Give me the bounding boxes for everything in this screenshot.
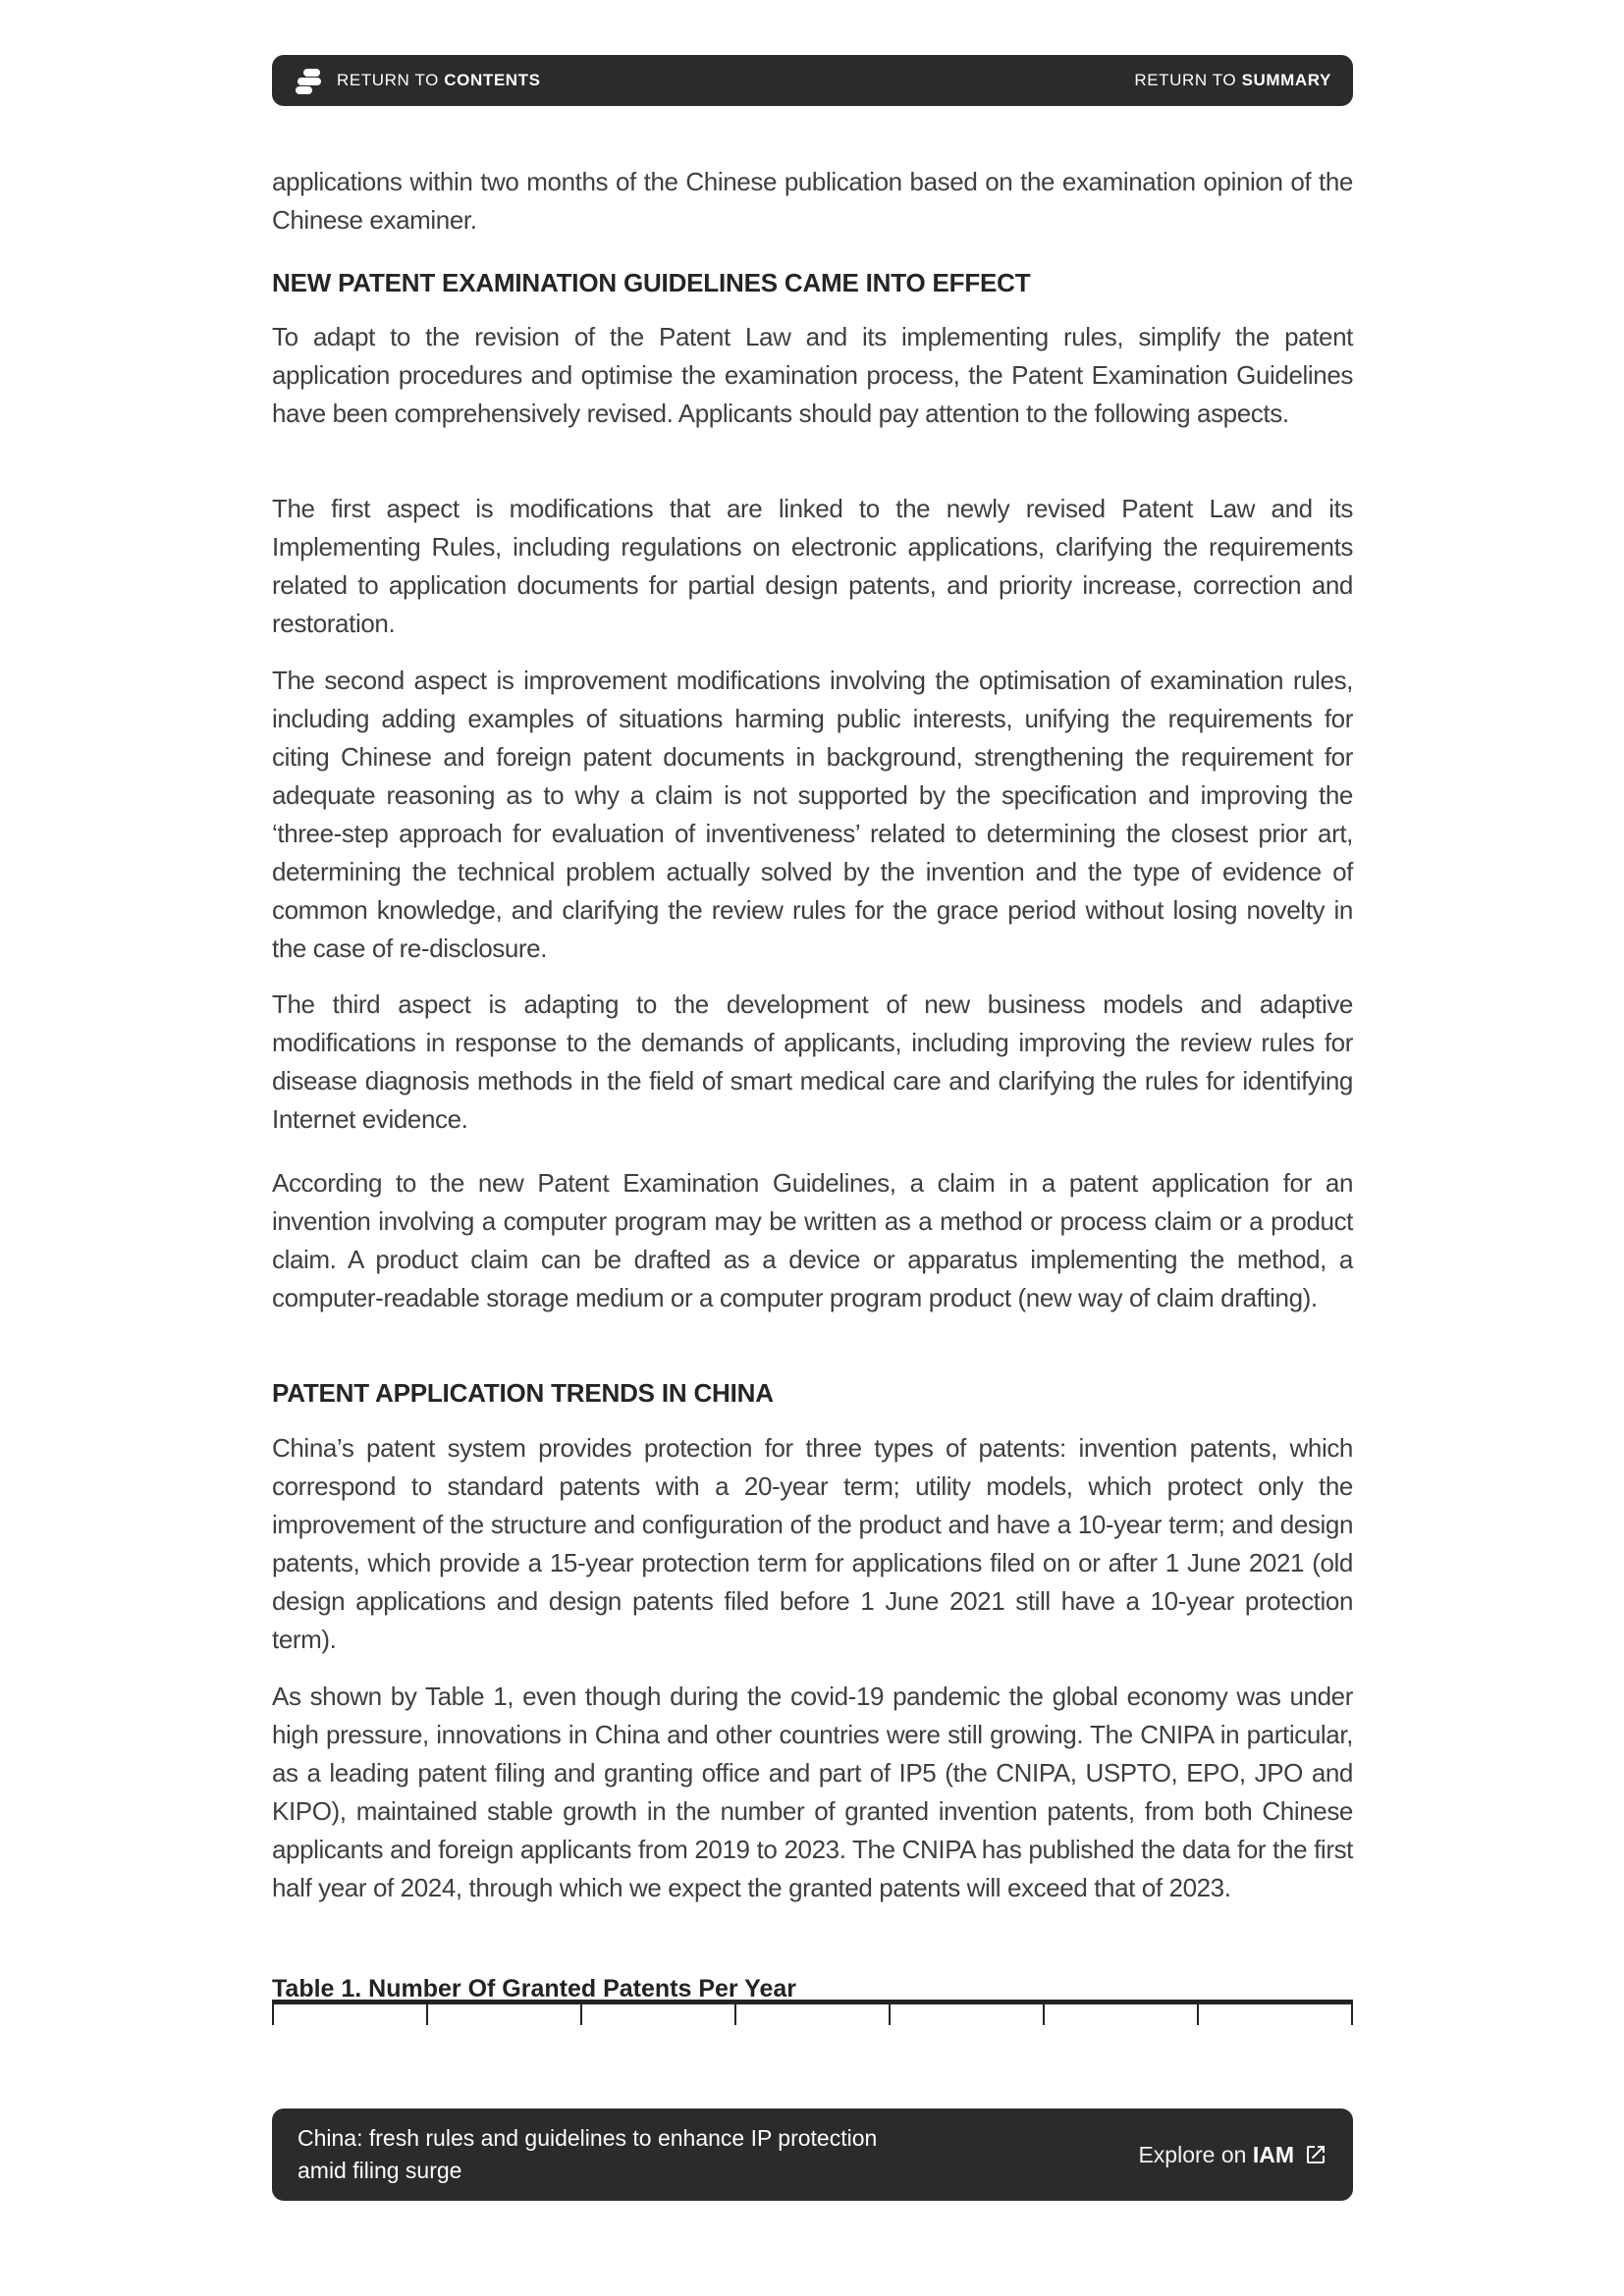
table-cell: [272, 2004, 426, 2025]
return-to-summary-label: [1134, 71, 1331, 90]
table-cell: [580, 2004, 734, 2025]
nav-label-prefix: RETURN TO: [1134, 71, 1242, 89]
nav-label-bold: CONTENTS: [444, 71, 541, 89]
paragraph: The third aspect is adapting to the development of new business models and adaptive modifications in response to the demands of applicants, including improving the review rules for disease diagnosis methods in the field of smart medical care and clarifying the rules for identifying Internet evidence.: [272, 989, 1353, 1134]
explore-on-iam-link[interactable]: [1138, 2142, 1327, 2168]
table-cell: [889, 2004, 1043, 2025]
explore-link-bold: IAM: [1252, 2141, 1294, 2167]
explore-link-prefix: Explore on: [1138, 2141, 1253, 2167]
table-cell: [1043, 2004, 1197, 2025]
table-cell: [426, 2004, 580, 2025]
paragraph: The second aspect is improvement modifications involving the optimisation of examination rules, including adding examples of situations harming public interests, unifying the requirements for citing Chinese and foreign patent documents in background, strengthening the requirement for adequate reasoning as to why a claim is not supported by the specification and improving the ‘three-step approach for evaluation of inventiveness’ related to determining the closest prior art, determining the technical problem actually solved by the invention and the type of evidence of common knowledge, and clarifying the review rules for the grace period without losing novelty in the case of re-disclosure.: [272, 666, 1353, 963]
section-heading-application-trends: PATENT APPLICATION TRENDS IN CHINA: [272, 1378, 774, 1408]
footer-bar: [272, 2109, 1353, 2201]
table-cell: [1197, 2004, 1353, 2025]
paragraph: As shown by Table 1, even though during the covid-19 pandemic the global economy was under high pressure, innovations in China and other countries were still growing. The CNIPA in particular, as a leading patent filing and granting office and part of IP5 (the CNIPA, USPTO, EPO, JPO and KIPO), maintained stable growth in the number of granted invention patents, from both Chinese applicants and foreign applicants from 2019 to 2023. The CNIPA has published the data for the first half year of 2024, through which we expect the granted patents will exceed that of 2023.: [272, 1682, 1353, 1902]
return-to-contents-label: [337, 71, 541, 90]
article-title-line-2: amid filing surge: [298, 2158, 462, 2183]
paragraph: The first aspect is modifications that are linked to the newly revised Patent Law and its Implementing Rules, including regulations on electronic applications, clarifying the requirements related to application documents for partial design patents, and priority increase, correction and restoration.: [272, 494, 1353, 638]
paragraph: To adapt to the revision of the Patent Law and its implementing rules, simplify the patent application procedures and optimise the examination process, the Patent Examination Guidelines have been comprehensively revised. Applicants should pay attention to the following aspects.: [272, 322, 1353, 428]
nav-label-bold: SUMMARY: [1241, 71, 1331, 89]
return-to-contents-link[interactable]: [294, 67, 541, 95]
explore-link-label: [1138, 2142, 1294, 2168]
granted-patents-table: [272, 2000, 1353, 2025]
nav-label-prefix: RETURN TO: [337, 71, 445, 89]
article-title-line-1: China: fresh rules and guidelines to enhance IP protection: [298, 2125, 878, 2151]
top-nav-bar: [272, 55, 1353, 106]
external-link-icon: [1304, 2143, 1327, 2166]
contents-list-icon: [294, 67, 323, 95]
table-caption: Table 1. Number Of Granted Patents Per Year: [272, 1975, 796, 2002]
paragraph: According to the new Patent Examination Guidelines, a claim in a patent application for an invention involving a computer program may be written as a method or process claim or a product claim. A product claim can be drafted as a device or apparatus implementing the method, a computer-readable storage medium or a computer program product (new way of claim drafting).: [272, 1168, 1353, 1312]
paragraph: China’s patent system provides protection for three types of patents: invention patents, which correspond to standard patents with a 20-year term; utility models, which protect only the improvement of the structure and configuration of the product and have a 10-year term; and design patents, which provide a 15-year protection term for applications filed on or after 1 June 2021 (old design applications and design patents filed before 1 June 2021 still have a 10-year protection term).: [272, 1433, 1353, 1654]
section-heading-new-guidelines: NEW PATENT EXAMINATION GUIDELINES CAME INTO EFFECT: [272, 268, 1031, 297]
paragraph-continuation: applications within two months of the Chinese publication based on the examination opinion of the Chinese examiner.: [272, 167, 1353, 235]
table-cell: [734, 2004, 889, 2025]
return-to-summary-link[interactable]: [1134, 71, 1331, 90]
article-title: [298, 2122, 877, 2187]
